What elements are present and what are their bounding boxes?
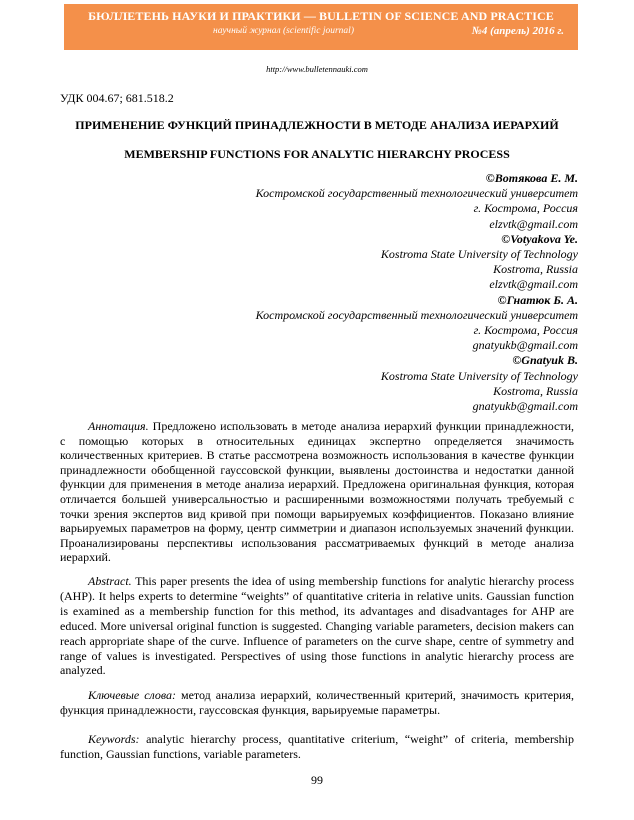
keywords-ru-lead: Ключевые слова:	[88, 688, 177, 702]
author-email[interactable]: gnatyukb@gmail.com	[472, 399, 578, 414]
author-name: ©Гнатюк Б. А.	[497, 292, 578, 307]
journal-banner	[64, 4, 578, 50]
author-email[interactable]: elzvtk@gmail.com	[489, 277, 578, 292]
author-affiliation: Костромской государственный технологический университет	[255, 307, 578, 322]
abstract-en-lead: Abstract.	[88, 574, 132, 588]
author-email[interactable]: elzvtk@gmail.com	[489, 216, 578, 231]
page-number: 99	[311, 773, 323, 787]
author-email[interactable]: gnatyukb@gmail.com	[472, 338, 578, 353]
abstract-ru-lead: Аннотация.	[88, 419, 149, 433]
abstract-en	[60, 574, 574, 678]
keywords-en	[60, 732, 574, 761]
abstract-ru	[60, 419, 574, 565]
article-title-ru: ПРИМЕНЕНИЕ ФУНКЦИЙ ПРИНАДЛЕЖНОСТИ В МЕТОДЕ АНАЛИЗА ИЕРАРХИЙ	[75, 118, 559, 132]
author-name: ©Votyakova Ye.	[501, 231, 578, 246]
author-name: ©Gnatyuk B.	[512, 353, 578, 368]
abstract-en-text: This paper presents the idea of using membership functions for analytic hierarchy process (AHP). It helps experts to determine “weights” of quantitative criteria in relative units. Gaussian function is examined as a membership function for this method, its advantages and disadvantages for AHP are educed. More universal original function is suggested. Changing variable parameters, decision makers can reach appropriate shape of the curve. Influence of parameters on the curve shape, centre of symmetry and range of values is investigated. Perspectives of using those functions in analytic hierarchy process are analyzed.	[60, 574, 574, 678]
author-affiliation: Костромской государственный технологический университет	[255, 186, 578, 201]
journal-issue: №4 (апрель) 2016 г.	[471, 25, 564, 37]
author-affiliation: Kostroma State University of Technology	[380, 247, 578, 262]
author-city: г. Кострома, Россия	[473, 201, 578, 216]
journal-title: БЮЛЛЕТЕНЬ НАУКИ И ПРАКТИКИ — BULLETIN OF SCIENCE AND PRACTICE	[88, 9, 554, 23]
abstract-ru-text: Предложено использовать в методе анализа иерархий функции принадлежности, с помощью которых в относительных единицах экспертно определяется значимость количественных критериев. В статье рассмотрена возможность использования в качестве функции принадлежности обобщенной гауссовской функции, выявлены достоинства и недостатки данной функции для применения в методе анализа иерархий. Предложена оригинальная функция, которая отличается большей универсальностью и расширенными возможностями получать требуемый с точки зрения экспертов вид кривой при помощи варьируемых коэффициентов. Показано влияние варьируемых параметров на форму, центр симметрии и диапазон используемых значений функции. Проанализированы перспективы использования рассматриваемых функций в методе анализа иерархий.	[60, 419, 574, 565]
keywords-ru-text: метод анализа иерархий, количественный критерий, значимость критерия, функция принадлежности, гауссовская функция, варьируемые параметры.	[60, 688, 575, 717]
author-affiliation: Kostroma State University of Technology	[380, 368, 578, 383]
journal-url[interactable]: http://www.bulletennauki.com	[266, 64, 368, 74]
author-city: г. Кострома, Россия	[473, 323, 578, 338]
author-name: ©Вотякова Е. М.	[485, 171, 578, 185]
author-city: Kostroma, Russia	[493, 383, 578, 398]
udk-code: УДК 004.67; 681.518.2	[60, 91, 174, 105]
author-city: Kostroma, Russia	[493, 262, 578, 277]
author-block	[256, 171, 578, 414]
journal-subtitle: научный журнал (scientific journal)	[213, 26, 354, 36]
keywords-en-text: analytic hierarchy process, quantitative criterium, “weight” of criteria, membership function, Gaussian functions, variable parameters.	[60, 732, 574, 761]
article-title-en: MEMBERSHIP FUNCTIONS FOR ANALYTIC HIERARCHY PROCESS	[124, 147, 510, 161]
keywords-en-lead: Keywords:	[88, 732, 140, 746]
keywords-ru	[60, 688, 574, 717]
